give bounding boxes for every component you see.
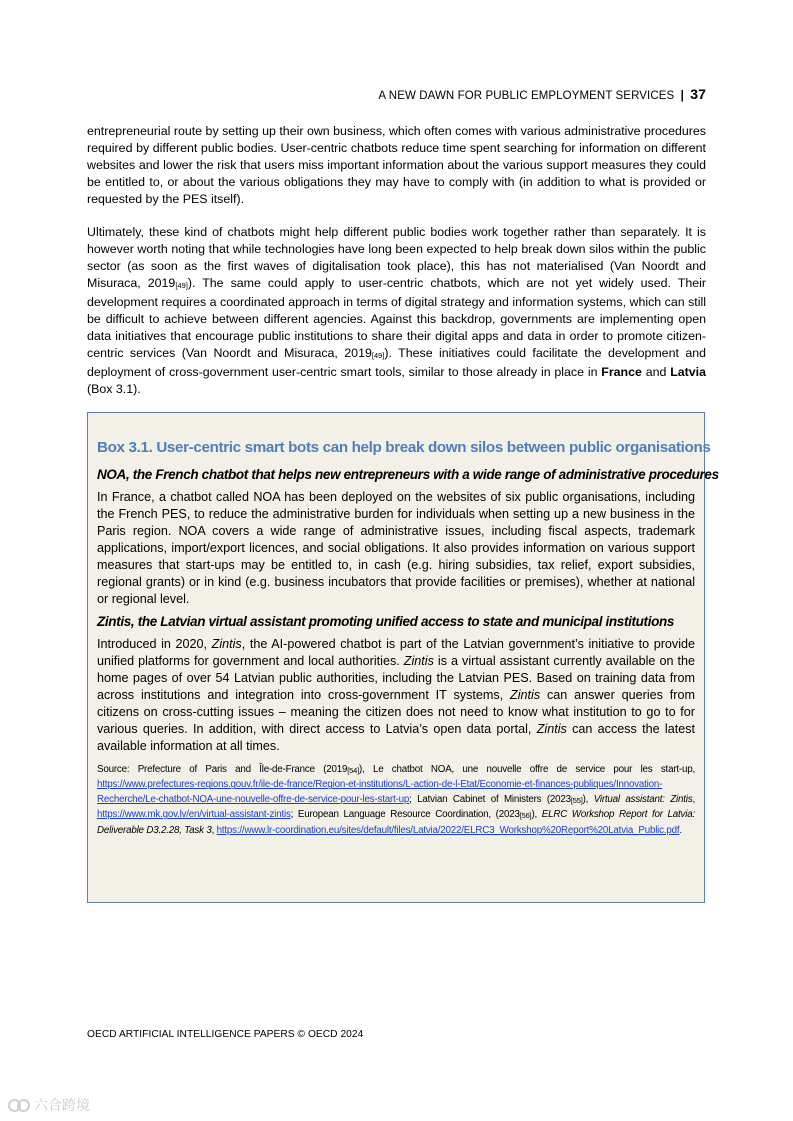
watermark-text: 六合跨境 bbox=[34, 1097, 90, 1113]
running-title: A NEW DAWN FOR PUBLIC EMPLOYMENT SERVICES bbox=[378, 90, 675, 102]
paragraph-text: entrepreneurial route by setting up their own business, which often comes with various administrative procedures required by different public bodies. User-centric chatbots reduce time spent searching for information on different websites and lower the risk that users miss important information about the various support measures they could be entitled to, or about the various obligations they may have to comply with (in addition to what is provided or requested by the PES itself). bbox=[87, 124, 706, 206]
page-footer: OECD ARTIFICIAL INTELLIGENCE PAPERS © OECD 2024 bbox=[87, 1029, 364, 1040]
page-number: 37 bbox=[690, 86, 706, 102]
country-latvia: Latvia bbox=[670, 365, 706, 379]
section-heading-noa: NOA, the French chatbot that helps new entrepreneurs with a wide range of administrative procedures bbox=[97, 467, 719, 482]
section-text-noa: In France, a chatbot called NOA has been deployed on the websites of six public organisations, including the French PES, to reduce the administrative burden for individuals when setting up a new business in the Paris region. NOA covers a wide range of administrative issues, including fiscal aspects, trademark applications, import/export licences, and social obligations. It also provides information on various support measures that start-ups may be entitled to, in cash (e.g. hiring subsidies, tax relief, export subsidies, regional grants) or in kind (e.g. business incubators that provide facilities or premises), whether at national or regional level. bbox=[97, 490, 695, 606]
source-link-prefecture[interactable]: https://www.prefectures-regions.gouv.fr/ile-de-france/Region-et-institutions/L-action-de-l-Etat/Economie-et-finances-publiques/Innovation-Recherche/Le-chatbot-NOA-une-nouvelle-offre-de-service-pour-les-start-up bbox=[97, 779, 663, 805]
section-heading-zintis: Zintis, the Latvian virtual assistant promoting unified access to state and municipal institutions bbox=[97, 614, 675, 629]
running-header bbox=[378, 86, 706, 102]
section-text-zintis: Introduced in 2020, Zintis, the AI-powered chatbot is part of the Latvian government’s initiative to provide unified platforms for government and local authorities. Zintis is a virtual assistant currently available on the home pages of over 54 Latvian public authorities, including the Latvian PES. Based on training data from across institutions and integration into cross-government IT systems, Zintis can answer queries from citizens on cross-cutting issues – meaning the citizen does not need to know what institution to go to for various queries. In addition, with direct access to Latvia’s open data portal, Zintis can access the latest available information at all times. bbox=[97, 637, 695, 753]
box-3-1 bbox=[87, 412, 719, 903]
watermark-logo-icon bbox=[8, 1098, 30, 1112]
paragraph-text: Ultimately, these kind of chatbots might help different public bodies work together rather than separately. It is however worth noting that while technologies have long been expected to help break down silos within the public sector (as soon as the first waves of digitalisation took place), this has not materialised (Van Noordt and Misuraca, $2019_{[49]}$). The same could apply to user-centric chatbots, which are not yet widely used. Their development requires a coordinated approach in terms of digital strategy and information systems, which can still be difficult to achieve between different agencies. Against this backdrop, governments are implementing open data initiatives that encourage public institutions to share their digital apps and data in order to promote citizen-centric services (Van Noordt and Misuraca, $2019_{[49]}$). These initiatives could facilitate the development and deployment of cross-government user-centric smart tools, similar to those already in place in France and Latvia (Box 3.1). bbox=[87, 225, 706, 396]
box-title: Box 3.1. User-centric smart bots can help break down silos between public organisations bbox=[97, 439, 711, 456]
box-source-note: Source: Prefecture of Paris and Île-de-France $(2019_{[54]})$, Le chatbot NOA, une nouvelle offre de service pour les start-up, https://www.prefectures-regions.gouv.fr/ile-de-france/Region-et-institutions/L-action-de-l-Etat/Economie-et-finances-publiques/Innovation-Recherche/Le-chatbot-NOA-une-nouvelle-offre-de-service-pour-les-start-up; Latvian Cabinet of Ministers $(2023_{[55]})$, Virtual assistant: Zintis, https://www.mk.gov.lv/en/virtual-assistant-zintis; European Language Resource Coordination, $(2023_{[56]})$, ELRC Workshop Report for Latvia: Deliverable D3.2.28, Task 3, https://www.lr-coordination.eu/sites/default/files/Latvia/2022/ELRC3_Workshop%20Report%20Latvia_Public.pdf. bbox=[97, 764, 695, 836]
source-link-mk-gov[interactable]: https://www.mk.gov.lv/en/virtual-assistant-zintis bbox=[97, 809, 291, 821]
citation-ref[interactable]: [49] bbox=[175, 281, 188, 290]
body-paragraph-1 bbox=[87, 123, 706, 208]
source-link-elrc[interactable]: https://www.lr-coordination.eu/sites/default/files/Latvia/2022/ELRC3_Workshop%20Report%20Latvia_Public.pdf bbox=[216, 824, 680, 836]
country-france: France bbox=[601, 365, 642, 379]
body-paragraph-2 bbox=[87, 224, 706, 398]
watermark bbox=[8, 1095, 90, 1115]
citation-ref[interactable]: [49] bbox=[371, 351, 385, 360]
header-separator: | bbox=[680, 90, 684, 102]
box-reference: (Box 3.1). bbox=[87, 382, 141, 396]
